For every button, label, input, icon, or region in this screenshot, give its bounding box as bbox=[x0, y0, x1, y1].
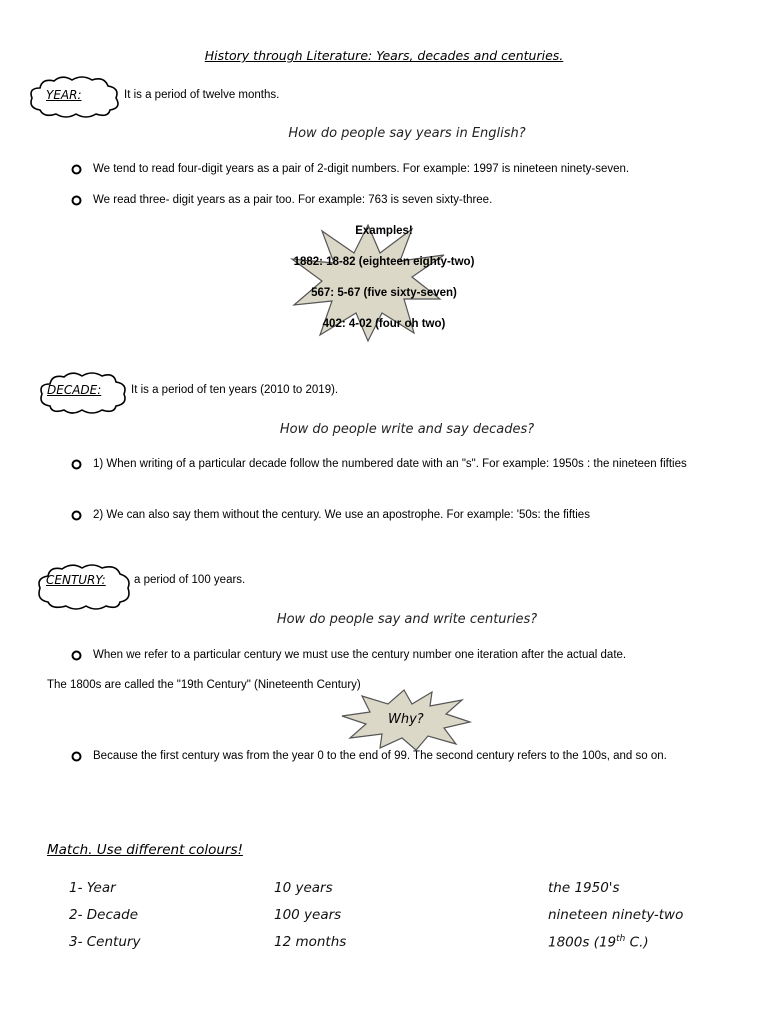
match-item-century: 3- Century bbox=[69, 934, 141, 950]
century-question: How do people say and write centuries? bbox=[276, 612, 538, 627]
year-bullet-1: We tend to read four-digit years as a pair of 2-digit numbers. For example: 1997 is nineteen ninety-seven. bbox=[93, 163, 630, 175]
match-example-1800s bbox=[548, 934, 649, 951]
match-example-1800s-prefix: 1800s (19 bbox=[548, 934, 617, 951]
century-definition: a period of 100 years. bbox=[134, 574, 246, 586]
bullet-icon bbox=[71, 459, 82, 470]
match-example-1800s-sup: th bbox=[616, 934, 626, 944]
century-because: Because the first century was from the year 0 to the end of 99. The second century refers to the 100s, and so on. bbox=[93, 750, 667, 762]
match-heading: Match. Use different colours! bbox=[47, 842, 243, 858]
match-option-100-years: 100 years bbox=[274, 907, 342, 923]
year-definition: It is a period of twelve months. bbox=[124, 89, 280, 101]
bullet-icon bbox=[71, 195, 82, 206]
century-label: CENTURY: bbox=[46, 573, 106, 587]
match-example-ninety-two: nineteen ninety-two bbox=[548, 907, 684, 923]
bullet-icon bbox=[71, 510, 82, 521]
century-bullet-1: When we refer to a particular century we must use the century number one iteration after the actual date. bbox=[93, 649, 627, 661]
page-title: History through Literature: Years, decades and centuries. bbox=[204, 48, 564, 63]
year-label: YEAR: bbox=[46, 88, 82, 102]
century-cloud-shape bbox=[34, 562, 134, 612]
examples-heading: Examples! bbox=[355, 225, 413, 237]
decade-question: How do people write and say decades? bbox=[279, 422, 535, 437]
match-example-1800s-suffix: C.) bbox=[625, 934, 649, 951]
example-1: 1882: 18-82 (eighteen eighty-two) bbox=[293, 256, 475, 268]
match-item-year: 1- Year bbox=[69, 880, 116, 896]
decade-bullet-2: 2) We can also say them without the century. We use an apostrophe. For example: '50s: the fifties bbox=[93, 509, 590, 521]
decade-label: DECADE: bbox=[47, 383, 102, 397]
match-example-1950s: the 1950's bbox=[548, 880, 620, 896]
bullet-icon bbox=[71, 751, 82, 762]
example-2: 567: 5-67 (five sixty-seven) bbox=[311, 287, 457, 299]
example-3: 402: 4-02 (four oh two) bbox=[322, 318, 446, 330]
why-text: Why? bbox=[388, 712, 424, 727]
year-question: How do people say years in English? bbox=[288, 126, 526, 141]
match-option-12-months: 12 months bbox=[274, 934, 347, 950]
decade-bullet-1: 1) When writing of a particular decade follow the numbered date with an "s". For example: 1950s : the nineteen fifties bbox=[93, 458, 687, 470]
century-note: The 1800s are called the "19th Century" (Nineteenth Century) bbox=[47, 679, 361, 691]
bullet-icon bbox=[71, 650, 82, 661]
bullet-icon bbox=[71, 164, 82, 175]
decade-definition: It is a period of ten years (2010 to 2019). bbox=[131, 384, 339, 396]
match-item-decade: 2- Decade bbox=[69, 907, 139, 923]
match-option-10-years: 10 years bbox=[274, 880, 333, 896]
year-bullet-2: We read three- digit years as a pair too. For example: 763 is seven sixty-three. bbox=[93, 194, 493, 206]
